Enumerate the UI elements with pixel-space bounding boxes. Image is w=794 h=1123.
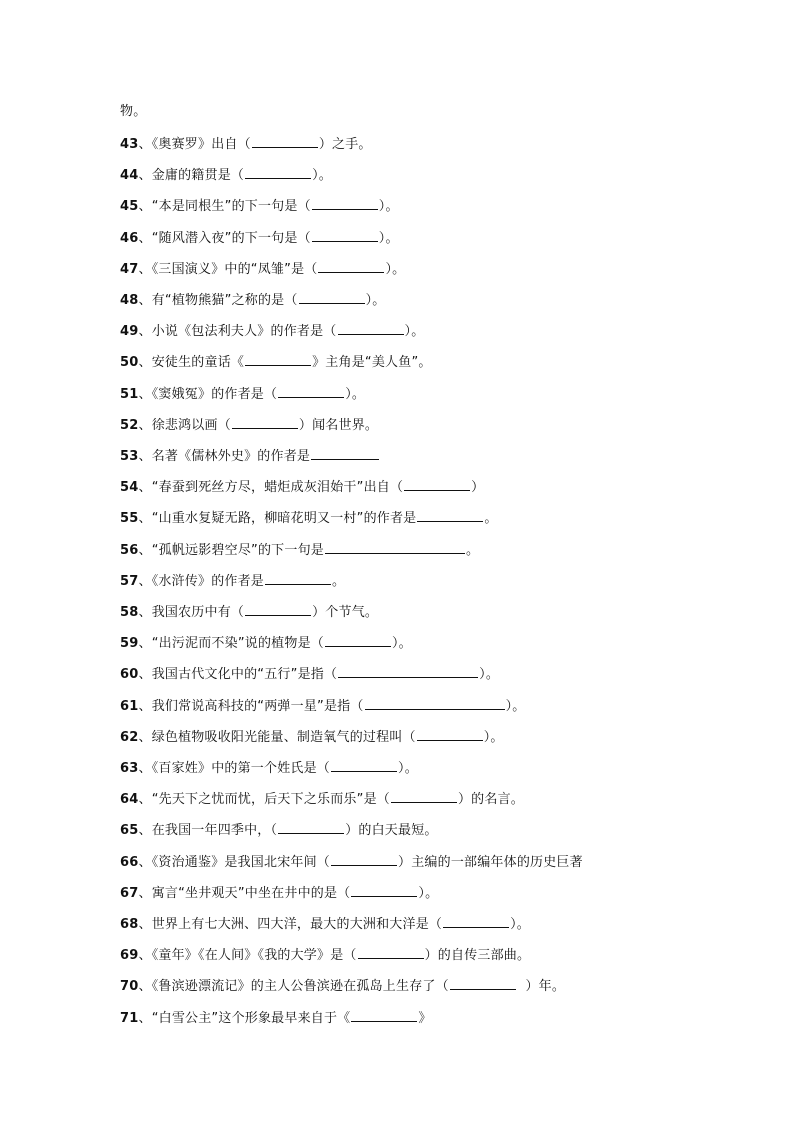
question-number: 52 <box>120 418 139 433</box>
question-59: 59、“出污泥而不染”说的植物是（ ）。 <box>120 633 412 653</box>
answer-blank <box>417 508 483 522</box>
answer-blank <box>331 852 397 866</box>
question-58: 58、我国农历中有（ ）个节气。 <box>120 602 378 622</box>
answer-blank <box>278 820 344 834</box>
question-number: 57 <box>120 574 139 589</box>
question-number: 56 <box>120 543 139 558</box>
answer-blank <box>232 415 298 429</box>
answer-blank <box>318 259 384 273</box>
question-number: 62 <box>120 730 139 745</box>
answer-blank <box>312 228 378 242</box>
answer-blank <box>331 758 397 772</box>
question-number: 64 <box>120 792 139 807</box>
question-67: 67、寓言“坐井观天”中坐在井中的是（ ）。 <box>120 883 438 903</box>
question-number: 59 <box>120 636 139 651</box>
question-49: 49、小说《包法利夫人》的作者是（ ）。 <box>120 321 424 341</box>
answer-blank <box>312 196 378 210</box>
answer-blank <box>358 945 424 959</box>
question-66: 66、《资治通鉴》是我国北宋年间（ ）主编的一部编年体的历史巨著 <box>120 852 583 872</box>
question-52: 52、徐悲鸿以画（ ）闻名世界。 <box>120 415 378 435</box>
question-number: 60 <box>120 667 139 682</box>
answer-blank <box>338 664 478 678</box>
answer-blank <box>265 571 331 585</box>
answer-blank <box>351 1008 417 1022</box>
answer-blank <box>404 477 470 491</box>
answer-blank <box>325 540 465 554</box>
question-56: 56、“孤帆远影碧空尽”的下一句是 。 <box>120 540 479 560</box>
question-71: 71、“白雪公主”这个形象最早来自于《 》 <box>120 1008 432 1028</box>
question-number: 54 <box>120 480 139 495</box>
question-43: 43、《奥赛罗》出自（ ）之手。 <box>120 134 372 154</box>
question-number: 55 <box>120 511 139 526</box>
question-number: 68 <box>120 917 139 932</box>
question-47: 47、《三国演义》中的“凤雏”是（ ）。 <box>120 259 405 279</box>
question-70: 70、《鲁滨逊漂流记》的主人公鲁滨逊在孤岛上生存了（ ）年。 <box>120 976 565 996</box>
question-number: 63 <box>120 761 139 776</box>
answer-blank <box>365 696 505 710</box>
question-number: 65 <box>120 823 139 838</box>
question-65: 65、在我国一年四季中，（ ）的白天最短。 <box>120 820 438 840</box>
question-number: 53 <box>120 449 139 464</box>
question-number: 61 <box>120 699 139 714</box>
answer-blank <box>245 165 311 179</box>
answer-blank <box>351 883 417 897</box>
text-line: 物。 <box>120 104 147 119</box>
answer-blank <box>245 602 311 616</box>
answer-blank <box>252 134 318 148</box>
question-44: 44、金庸的籍贯是（ ）。 <box>120 165 332 185</box>
question-number: 67 <box>120 886 139 901</box>
question-48: 48、有“植物熊猫”之称的是（ ）。 <box>120 290 385 310</box>
answer-blank <box>299 290 365 304</box>
question-46: 46、“随风潜入夜”的下一句是（ ）。 <box>120 228 399 248</box>
question-number: 44 <box>120 168 139 183</box>
question-64: 64、“先天下之忧而忧，后天下之乐而乐”是（ ）的名言。 <box>120 789 524 809</box>
answer-blank <box>391 789 457 803</box>
question-51: 51、《窦娥冤》的作者是（ ）。 <box>120 384 365 404</box>
question-number: 49 <box>120 324 139 339</box>
answer-blank <box>311 446 379 460</box>
answer-blank <box>338 321 404 335</box>
question-number: 47 <box>120 262 139 277</box>
answer-blank <box>417 727 483 741</box>
question-54: 54、“春蚕到死丝方尽，蜡炬成灰泪始干”出自（ ） <box>120 477 484 497</box>
question-number: 66 <box>120 855 139 870</box>
question-69: 69、《童年》《在人间》《我的大学》是（ ）的自传三部曲。 <box>120 945 530 965</box>
answer-blank <box>443 914 509 928</box>
answer-blank <box>245 352 311 366</box>
question-number: 50 <box>120 355 139 370</box>
question-61: 61、我们常说高科技的“两弹一星”是指（ ）。 <box>120 696 525 716</box>
question-number: 48 <box>120 293 139 308</box>
question-53: 53、名著《儒林外史》的作者是 <box>120 446 380 466</box>
question-number: 45 <box>120 199 139 214</box>
question-45: 45、“本是同根生”的下一句是（ ）。 <box>120 196 399 216</box>
question-57: 57、《水浒传》的作者是 。 <box>120 571 345 591</box>
question-60: 60、我国古代文化中的“五行”是指（ ）。 <box>120 664 499 684</box>
question-number: 43 <box>120 137 139 152</box>
question-number: 58 <box>120 605 139 620</box>
question-68: 68、世界上有七大洲、四大洋，最大的大洲和大洋是（ ）。 <box>120 914 530 934</box>
question-number: 51 <box>120 387 139 402</box>
question-number: 70 <box>120 979 139 994</box>
answer-blank <box>278 384 344 398</box>
question-number: 71 <box>120 1011 139 1026</box>
question-63: 63、《百家姓》中的第一个姓氏是（ ）。 <box>120 758 418 778</box>
question-62: 62、绿色植物吸收阳光能量、制造氧气的过程叫（ ）。 <box>120 727 504 747</box>
question-number: 46 <box>120 231 139 246</box>
question-number: 69 <box>120 948 139 963</box>
question-50: 50、安徒生的童话《 》主角是“美人鱼”。 <box>120 352 432 372</box>
answer-blank <box>325 633 391 647</box>
question-55: 55、“山重水复疑无路，柳暗花明又一村”的作者是 。 <box>120 508 498 528</box>
answer-blank <box>450 976 516 990</box>
